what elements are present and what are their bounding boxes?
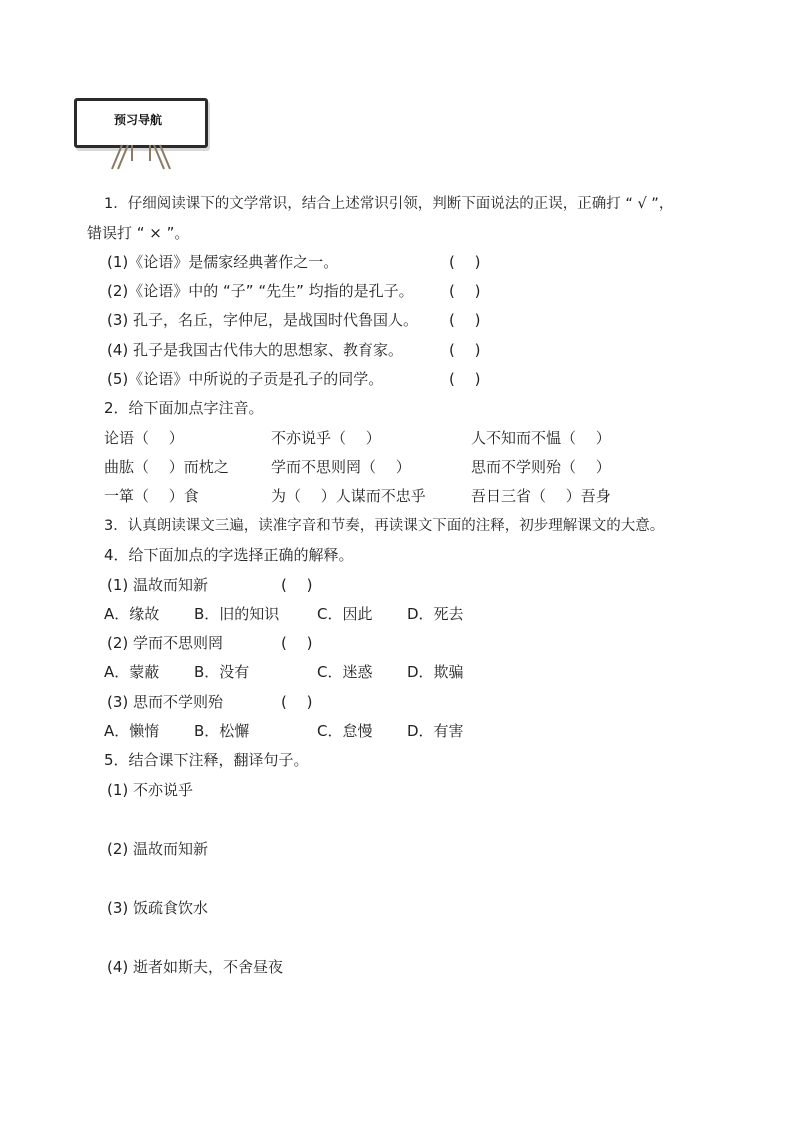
answer-blank[interactable]: ( ): [281, 634, 313, 652]
q1-item: (3) 孔子，名丘，字仲尼，是战国时代鲁国人。: [107, 311, 419, 329]
q5-item: (1) 不亦说乎: [107, 781, 194, 799]
q4-stem: (1) 温故而知新: [107, 576, 209, 594]
pinyin-item: 思而不学则殆（ ）: [471, 458, 611, 476]
q1-item: (4) 孔子是我国古代伟大的思想家、教育家。: [107, 341, 404, 359]
easel-legs-icon: [74, 98, 208, 170]
answer-blank[interactable]: ( ): [449, 311, 481, 329]
q3-title: 3．认真朗读课文三遍，读准字音和节奏，再读课文下面的注释，初步理解课文的大意。: [104, 518, 665, 534]
option: A．蒙蔽: [104, 663, 160, 681]
section-badge: [74, 98, 208, 170]
answer-blank[interactable]: ( ): [281, 693, 313, 711]
option: A．懒惰: [104, 722, 160, 740]
pinyin-item: 一箪（ ）食: [104, 487, 199, 505]
option: D．有害: [407, 722, 464, 740]
pinyin-item: 吾日三省（ ）吾身: [471, 487, 611, 505]
option: B．松懈: [194, 722, 250, 740]
option: B．旧的知识: [194, 605, 280, 623]
answer-blank[interactable]: ( ): [449, 341, 481, 359]
q1-item: (5)《论语》中所说的子贡是孔子的同学。: [107, 370, 384, 388]
option: C．因此: [317, 605, 373, 623]
pinyin-item: 学而不思则罔（ ）: [271, 458, 411, 476]
q5-title: 5．结合课下注释，翻译句子。: [104, 751, 309, 769]
q5-item: (2) 温故而知新: [107, 840, 209, 858]
option: D．死去: [407, 605, 464, 623]
option: C．怠慢: [317, 722, 373, 740]
q1-intro-line1: 1．仔细阅读课下的文学常识，结合上述常识引领，判断下面说法的正误，正确打 “ √ ”，: [104, 196, 674, 212]
q4-title: 4．给下面加点的字选择正确的解释。: [104, 546, 354, 564]
option: A．缘故: [104, 605, 160, 623]
answer-blank[interactable]: ( ): [449, 370, 481, 388]
pinyin-item: 不亦说乎（ ）: [271, 429, 381, 447]
pinyin-item: 人不知而不愠（ ）: [471, 429, 611, 447]
answer-blank[interactable]: ( ): [449, 253, 481, 271]
q5-item: (4) 逝者如斯夫，不舍昼夜: [107, 958, 284, 976]
q4-stem: (2) 学而不思则罔: [107, 634, 224, 652]
answer-blank[interactable]: ( ): [281, 576, 313, 594]
pinyin-item: 为（ ）人谋而不忠乎: [271, 487, 426, 505]
pinyin-item: 曲肱（ ）而枕之: [104, 458, 229, 476]
q5-item: (3) 饭疏食饮水: [107, 899, 209, 917]
q2-title: 2．给下面加点字注音。: [104, 399, 264, 417]
q1-intro-line2: 错误打 “ × ”。: [87, 224, 190, 242]
option: D．欺骗: [407, 663, 464, 681]
q1-item: (1)《论语》是儒家经典著作之一。: [107, 253, 339, 271]
option: B．没有: [194, 663, 250, 681]
answer-blank[interactable]: ( ): [449, 282, 481, 300]
option: C．迷惑: [317, 663, 373, 681]
pinyin-item: 论语（ ）: [104, 429, 184, 447]
q1-item: (2)《论语》中的 “子” “先生” 均指的是孔子。: [107, 282, 414, 300]
badge-title: 预习导航: [113, 113, 162, 127]
q4-stem: (3) 思而不学则殆: [107, 693, 224, 711]
